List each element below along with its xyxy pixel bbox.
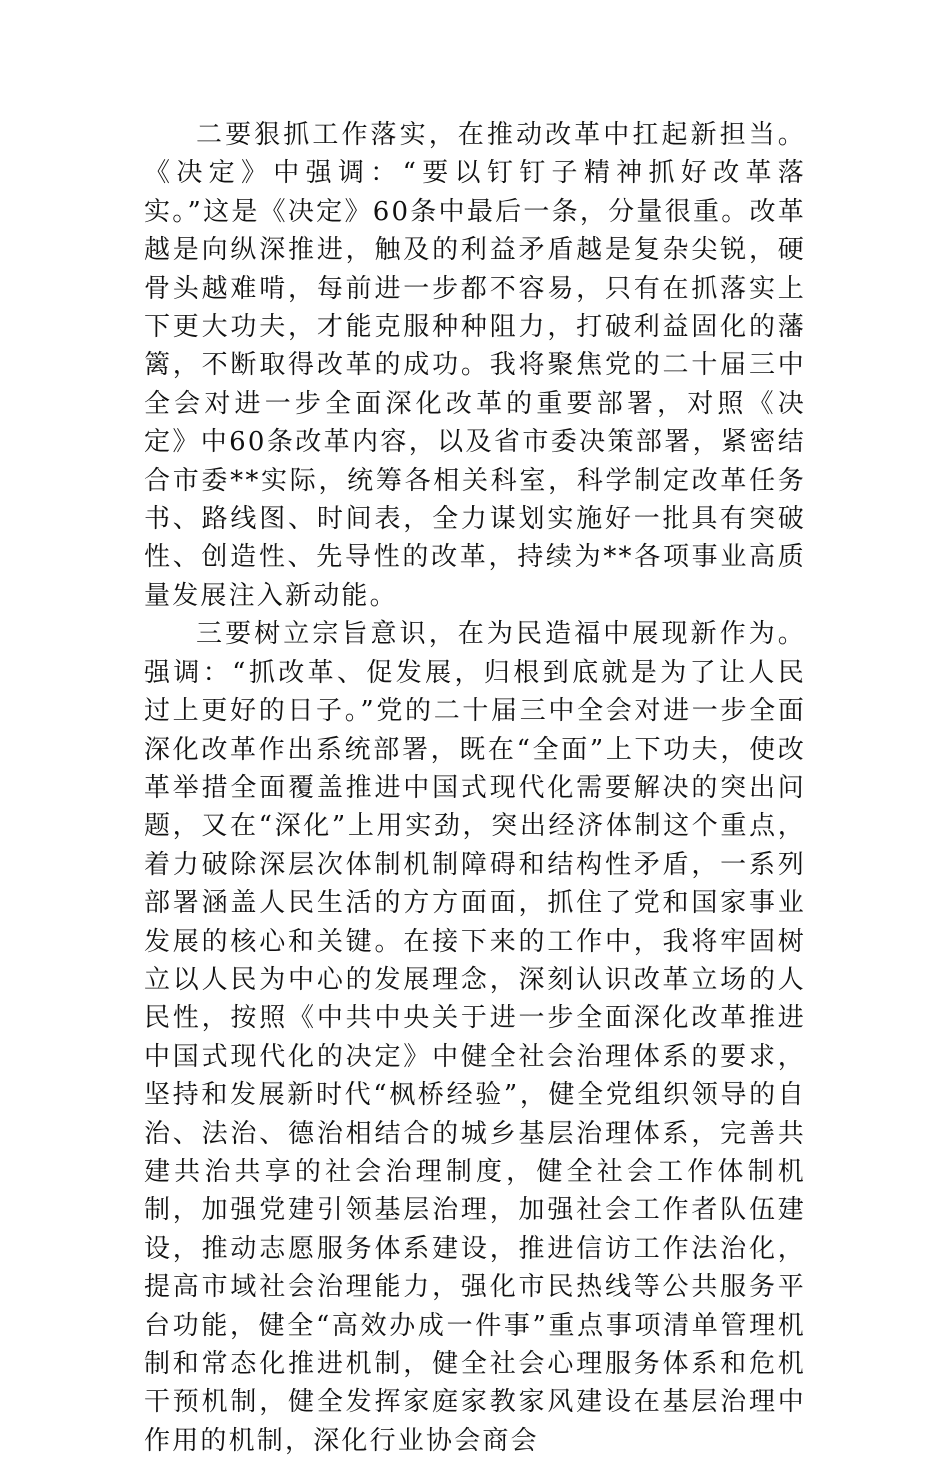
document-body xyxy=(144,116,806,1460)
paragraph-work-implementation: 二要狠抓工作落实，在推动改革中扛起新担当。《决定》中强调：“要以钉钉子精神抓好改革落实。”这是《决定》60条中最后一条，分量很重。改革越是向纵深推进，触及的利益矛盾越是复杂尖锐，硬骨头越难啃，每前进一步都不容易，只有在抓落实上下更大功夫，才能克服种种阻力，打破利益固化的藩篱，不断取得改革的成功。我将聚焦党的二十届三中全会对进一步全面深化改革的重要部署，对照《决定》中60条改革内容，以及省市委决策部署，紧密结合市委**实际，统筹各相关科室，科学制定改革任务书、路线图、时间表，全力谋划实施好一批具有突破性、创造性、先导性的改革，持续为**各项事业高质量发展注入新动能。 xyxy=(144,120,806,611)
paragraph-people-purpose: 三要树立宗旨意识，在为民造福中展现新作为。强调：“抓改革、促发展，归根到底就是为了让人民过上更好的日子。”党的二十届三中全会对进一步全面深化改革作出系统部署，既在“全面”上下功夫，使改革举措全面覆盖推进中国式现代化需要解决的突出问题，又在“深化”上用实劲，突出经济体制这个重点，着力破除深层次体制机制障碍和结构性矛盾，一系列部署涵盖人民生活的方方面面，抓住了党和国家事业发展的核心和关键。在接下来的工作中，我将牢固树立以人民为中心的发展理念，深刻认识改革立场的人民性，按照《中共中央关于进一步全面深化改革推进中国式现代化的决定》中健全社会治理体系的要求，坚持和发展新时代“枫桥经验”，健全党组织领导的自治、法治、德治相结合的城乡基层治理体系，完善共建共治共享的社会治理制度，健全社会工作体制机制，加强党建引领基层治理，加强社会工作者队伍建设，推动志愿服务体系建设，推进信访工作法治化，提高市域社会治理能力，强化市民热线等公共服务平台功能，健全“高效办成一件事”重点事项清单管理机制和常态化推进机制，健全社会心理服务体系和危机干预机制，健全发挥家庭家教家风建设在基层治理中作用的机制，深化行业协会商会 xyxy=(144,619,806,1456)
